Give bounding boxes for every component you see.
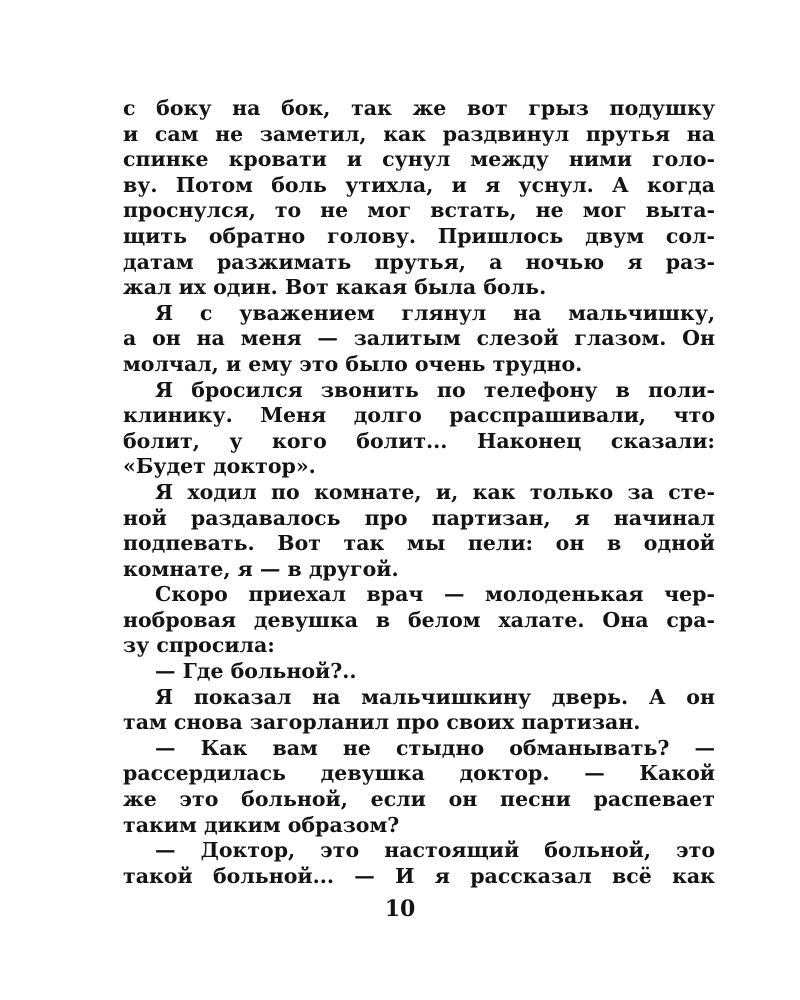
text-line: клинику. Меня долго расспрашивали, что [123, 403, 715, 428]
text-line: подпевать. Вот так мы пели: он в одной [123, 531, 715, 556]
text-line: — Как вам не стыдно обманывать? — [155, 735, 715, 760]
text-line: датам разжимать прутья, а ночью я раз- [123, 249, 715, 274]
text-line: и сам не заметил, как раздвинул прутья на [123, 121, 715, 146]
page-number: 10 [384, 896, 416, 922]
text-line: ной раздавалось про партизан, я начинал [123, 505, 715, 530]
text-line: таким диким образом? [123, 812, 400, 837]
text-line: Я ходил по комнате, и, как только за сте- [155, 479, 715, 504]
text-line: Я показал на мальчишкину дверь. А он [155, 684, 715, 709]
text-line: ву. Потом боль утихла, и я уснул. А когда [123, 172, 715, 197]
text-line: — Доктор, это настоящий больной, это [155, 838, 715, 863]
text-line: жал их один. Вот какая была боль. [123, 275, 547, 300]
text-line: — Где больной?.. [155, 659, 357, 684]
text-line: рассердилась девушка доктор. — Какой [123, 761, 715, 786]
text-line: зу спросила: [123, 633, 275, 658]
text-line: молчал, и ему это было очень трудно. [123, 351, 583, 376]
text-line: Я бросился звонить по телефону в поли- [155, 377, 715, 402]
text-line: такой больной... — И я рассказал всё как [123, 863, 715, 888]
text-line: с боку на бок, так же вот грыз подушку [123, 96, 715, 120]
text-line: «Будет доктор». [123, 454, 316, 479]
text-line: проснулся, то не мог встать, не мог выта- [123, 198, 715, 223]
text-line: нобровая девушка в белом халате. Она сра- [123, 607, 715, 632]
text-line: Скоро приехал врач — молоденькая чер- [155, 582, 715, 607]
text-line: там снова загорланил про своих партизан. [123, 710, 641, 735]
text-line: а он на меня — залитым слезой глазом. Он [123, 326, 715, 351]
text-line: комнате, я — в другой. [123, 556, 399, 581]
text-line: болит, у кого болит... Наконец сказали: [123, 428, 715, 453]
text-line: Я с уважением глянул на мальчишку, [155, 300, 715, 325]
text-line: спинке кровати и сунул между ними голо- [123, 147, 715, 172]
body-text [123, 96, 715, 889]
text-line: щить обратно голову. Пришлось двум сол- [123, 223, 715, 248]
text-line: же это больной, если он песни распевает [123, 787, 715, 812]
